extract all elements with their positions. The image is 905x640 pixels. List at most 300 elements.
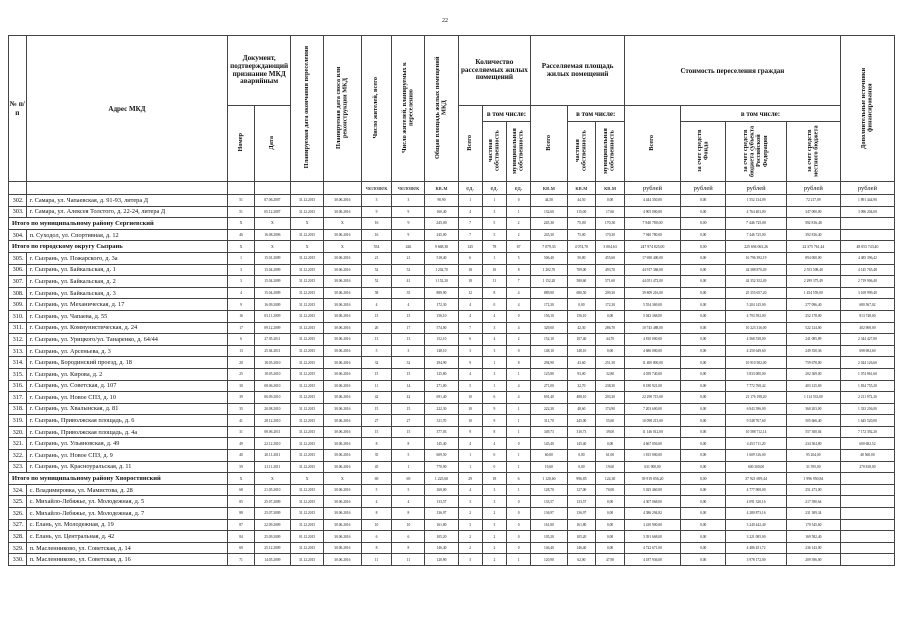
subtotal-row	[9, 218, 895, 230]
value-cell: 31.12.2015	[291, 299, 324, 311]
value-cell: 0,00	[681, 229, 726, 241]
table-row	[9, 206, 895, 218]
value-cell: 41	[392, 276, 425, 288]
header-address: Адрес МКД	[26, 36, 228, 182]
value-cell: 277 096,40	[786, 299, 840, 311]
value-cell: 2 299 375,49	[786, 276, 840, 288]
page-number: 22	[442, 18, 448, 24]
table-row	[9, 276, 895, 288]
value-cell: 170 545,60	[786, 519, 840, 531]
value-cell: 1	[506, 403, 530, 415]
value-cell: 20.11.2011	[254, 450, 290, 462]
value-cell: 6 843 396,00	[726, 403, 787, 415]
value-cell: 5 204 145,00	[726, 299, 787, 311]
value-cell: 31.12.2015	[291, 496, 324, 508]
value-cell: 7 079,33	[531, 241, 567, 253]
value-cell: 39	[228, 392, 254, 404]
value-cell: 4	[482, 438, 506, 450]
value-cell: 10 910 582,00	[726, 357, 787, 369]
table-row	[9, 252, 895, 264]
value-cell: 18	[458, 264, 482, 276]
value-cell: 146,40	[531, 542, 567, 554]
address-cell: г. Сызрань, ул. Ульяновская, д. 49	[26, 438, 228, 450]
value-cell: 9 548 767,60	[726, 415, 787, 427]
header-count-total: Всего	[458, 106, 482, 182]
value-cell: 39 919 056,20	[624, 473, 680, 485]
value-cell: 11 400 000,00	[624, 357, 680, 369]
value-cell: 15	[361, 403, 392, 415]
header-residents-planned: Число жителей, планируемых к переселению	[392, 36, 425, 182]
value-cell: 17,60	[596, 206, 625, 218]
value-cell: 4 187 936,00	[624, 554, 680, 566]
row-number: 326.	[9, 508, 27, 520]
value-cell: 0,00	[681, 195, 726, 207]
value-cell: 286,70	[596, 322, 625, 334]
value-cell: 125,80	[425, 368, 458, 380]
row-number: 325.	[9, 496, 27, 508]
value-cell: 0,00	[681, 461, 726, 473]
value-cell: 30.06.2016	[324, 484, 361, 496]
value-cell: 311,70	[531, 415, 567, 427]
value-cell: 506,40	[531, 252, 567, 264]
address-cell: г. Сызрань, Приволжская площадь, д. 4а	[26, 426, 228, 438]
value-cell: 43,60	[567, 357, 596, 369]
value-cell: 329,00	[531, 322, 567, 334]
value-cell: 0,00	[681, 542, 726, 554]
value-cell: 522 124,00	[786, 322, 840, 334]
value-cell: 19,60	[531, 461, 567, 473]
value-cell: 0,00	[681, 206, 726, 218]
value-cell: 631 900,00	[624, 461, 680, 473]
value-cell: 1 152,20	[531, 276, 567, 288]
value-cell: 2 211 972,20	[840, 392, 894, 404]
value-cell: 31.12.2015	[291, 542, 324, 554]
value-cell: 10	[392, 519, 425, 531]
value-cell: 44,70	[596, 334, 625, 346]
unit-cell: рублей	[624, 182, 680, 195]
table-row	[9, 229, 895, 241]
value-cell: 4 686 000,00	[624, 345, 680, 357]
value-cell: 10 743 488,00	[624, 322, 680, 334]
address-cell: г. Самара, ул. Алексея Толстого, д. 22-24, литера Д	[26, 206, 228, 218]
value-cell: 5 554 369,00	[624, 299, 680, 311]
value-cell: 13	[361, 334, 392, 346]
value-cell: 7	[458, 218, 482, 230]
value-cell: 7 940 780,00	[624, 229, 680, 241]
value-cell: 156,10	[425, 310, 458, 322]
value-cell: 1	[228, 252, 254, 264]
value-cell: 4 777 908,00	[726, 484, 787, 496]
value-cell: 120,90	[425, 554, 458, 566]
value-cell: 145,40	[567, 438, 596, 450]
value-cell: 0,00	[681, 438, 726, 450]
header-resettled-count: Количество расселяемых жилых помещений	[458, 36, 531, 106]
value-cell: 11	[361, 380, 392, 392]
value-cell: 8	[392, 542, 425, 554]
value-cell: 4	[506, 322, 530, 334]
value-cell: 0	[482, 461, 506, 473]
value-cell: 0,00	[681, 299, 726, 311]
row-number: 310.	[9, 310, 27, 322]
value-cell: 22.09.2009	[254, 519, 290, 531]
value-cell: 392 816,40	[786, 229, 840, 241]
value-cell: 30.06.2016	[324, 542, 361, 554]
value-cell: 0,00	[681, 287, 726, 299]
unit-cell: рублей	[726, 182, 787, 195]
header-fund: за счет средств Фонда	[681, 122, 726, 182]
value-cell: 4	[458, 299, 482, 311]
value-cell: 3	[482, 519, 506, 531]
value-cell: 133,57	[425, 496, 458, 508]
value-cell: 30.06.2016	[324, 392, 361, 404]
value-cell: 31.12.2015	[291, 345, 324, 357]
value-cell	[840, 496, 894, 508]
value-cell: 518,40	[425, 252, 458, 264]
value-cell: 392 816,40	[786, 218, 840, 230]
value-cell: 236 143,00	[786, 542, 840, 554]
value-cell: 209,30	[596, 287, 625, 299]
row-number: 329.	[9, 542, 27, 554]
table-row	[9, 531, 895, 543]
value-cell: 35	[361, 450, 392, 462]
value-cell: 42,30	[567, 322, 596, 334]
value-cell: X	[228, 473, 254, 485]
value-cell: 31.12.2015	[291, 195, 324, 207]
row-number: 322.	[9, 450, 27, 462]
unit-cell: человек	[361, 182, 392, 195]
value-cell: 222,30	[531, 403, 567, 415]
value-cell: 2 024 126,60	[840, 357, 894, 369]
unit-cell: рублей	[840, 182, 894, 195]
address-cell: п. Суходол, ул. Спортивная, д. 12	[26, 229, 228, 241]
value-cell: 52	[361, 264, 392, 276]
value-cell: 8	[361, 508, 392, 520]
table-row	[9, 484, 895, 496]
value-cell: 889,90	[531, 287, 567, 299]
value-cell: 30.06.2016	[324, 206, 361, 218]
value-cell: 45	[361, 461, 392, 473]
value-cell: 35	[228, 403, 254, 415]
value-cell: 0,00	[567, 450, 596, 462]
row-number: 318.	[9, 403, 27, 415]
value-cell: 69	[392, 473, 425, 485]
value-cell: 4 307 068,00	[624, 496, 680, 508]
value-cell: 05.12.2007	[254, 206, 290, 218]
value-cell: 15	[361, 426, 392, 438]
value-cell: 698 692,60	[840, 345, 894, 357]
value-cell: 580,60	[567, 276, 596, 288]
value-cell: 27	[392, 415, 425, 427]
value-cell: 3 004,63	[596, 241, 625, 253]
value-cell: 3	[458, 519, 482, 531]
table-body	[9, 195, 895, 566]
value-cell: 31	[228, 426, 254, 438]
value-cell: 1	[506, 484, 530, 496]
value-cell: 2 344 427,80	[840, 334, 894, 346]
value-cell: 20	[361, 322, 392, 334]
address-cell: г. Сызрань, Приволжская площадь, д. 6	[26, 415, 228, 427]
value-cell: 4	[506, 287, 530, 299]
value-cell: 30.06.2016	[324, 426, 361, 438]
value-cell: 136,97	[567, 508, 596, 520]
value-cell: 0,00	[681, 310, 726, 322]
value-cell: 0	[506, 496, 530, 508]
value-cell: 32	[361, 357, 392, 369]
value-cell: 25.12.2009	[254, 542, 290, 554]
value-cell: 15.04.2009	[254, 287, 290, 299]
row-number: 303.	[9, 206, 27, 218]
value-cell: 8 180 921,00	[624, 380, 680, 392]
value-cell: 9	[458, 426, 482, 438]
value-cell: 3 833 000,00	[726, 368, 787, 380]
value-cell: 30.06.2016	[324, 508, 361, 520]
value-cell: 1	[506, 450, 530, 462]
value-cell: 225 694 063,26	[726, 241, 787, 253]
value-cell: 3	[361, 195, 392, 207]
header-doc-number: Номер	[228, 106, 254, 182]
value-cell: 22 290 715,00	[624, 392, 680, 404]
value-cell: 8	[392, 508, 425, 520]
address-cell: г. Сызрань, ул. Новое СПЗ, д. 10	[26, 392, 228, 404]
value-cell: 10 223 316,00	[726, 322, 787, 334]
value-cell: 31.12.2015	[291, 438, 324, 450]
value-cell: 145,40	[425, 438, 458, 450]
value-cell: 30.06.2016	[324, 322, 361, 334]
unit-cell: рублей	[786, 182, 840, 195]
table-row	[9, 392, 895, 404]
value-cell: 20.08.2010	[254, 403, 290, 415]
value-cell: 31.12.2015	[291, 287, 324, 299]
value-cell: 3 169 999,40	[840, 287, 894, 299]
value-cell: 691,40	[425, 392, 458, 404]
row-number: 305.	[9, 252, 27, 264]
value-cell: 30.06.2016	[324, 554, 361, 566]
value-cell: 4	[458, 310, 482, 322]
value-cell: 30.06.2016	[324, 461, 361, 473]
value-cell: 44,50	[567, 195, 596, 207]
address-cell: г. Сызрань, ул. Байкальская, д. 3	[26, 287, 228, 299]
value-cell: 403 125,69	[786, 380, 840, 392]
value-cell: 21	[392, 252, 425, 264]
value-cell: 03.11.2009	[254, 310, 290, 322]
value-cell: 18.05.2010	[254, 357, 290, 369]
value-cell: 0	[482, 450, 506, 462]
header-cost-total: Всего	[624, 106, 680, 182]
unit-cell	[26, 182, 228, 195]
value-cell: 30.06.2016	[324, 531, 361, 543]
header-count-private: частная собственность	[482, 122, 506, 182]
value-cell: X	[254, 473, 290, 485]
value-cell: 72 217,09	[786, 195, 840, 207]
value-cell: 4 667 056,00	[624, 438, 680, 450]
row-number: 312.	[9, 334, 27, 346]
value-cell: 7	[458, 229, 482, 241]
value-cell: 78	[482, 241, 506, 253]
value-cell: 217 390,64	[786, 496, 840, 508]
unit-cell: рублей	[681, 182, 726, 195]
value-cell: 3	[482, 322, 506, 334]
table-row	[9, 426, 895, 438]
value-cell: 0,00	[681, 426, 726, 438]
value-cell: 25	[228, 368, 254, 380]
value-cell: 7 446 725,00	[726, 229, 787, 241]
value-cell: 0,00	[681, 264, 726, 276]
value-cell: 271,00	[531, 380, 567, 392]
value-cell: 0	[506, 531, 530, 543]
value-cell: 4	[392, 299, 425, 311]
value-cell: 2	[482, 542, 506, 554]
header-regional: за счет средств бюджета субъекта Российской Федерации	[726, 122, 787, 182]
value-cell: 61,00	[596, 450, 625, 462]
value-cell: 1	[506, 368, 530, 380]
value-cell: 16	[361, 229, 392, 241]
value-cell: 9	[392, 206, 425, 218]
value-cell: 84	[228, 531, 254, 543]
value-cell: 3	[392, 195, 425, 207]
header-count-including: в том числе:	[482, 106, 530, 122]
value-cell: 28.12.2010	[254, 415, 290, 427]
value-cell: 2	[506, 334, 530, 346]
address-cell: г. Сызрань, Бородинский проезд, д. 18	[26, 357, 228, 369]
value-cell: 40	[228, 450, 254, 462]
value-cell: 2	[482, 508, 506, 520]
table-row	[9, 496, 895, 508]
value-cell: 15	[392, 426, 425, 438]
address-cell: г. Самара, ул. Чапаевская, д. 91-93, литера Д	[26, 195, 228, 207]
value-cell: 311,70	[425, 415, 458, 427]
value-cell: 0,00	[596, 519, 625, 531]
value-cell: 505 666,40	[786, 415, 840, 427]
row-number: 304.	[9, 229, 27, 241]
value-cell: 0,00	[681, 508, 726, 520]
value-cell: 9	[228, 299, 254, 311]
value-cell: 30.06.2016	[324, 345, 361, 357]
value-cell: 0	[506, 519, 530, 531]
header-local: за счет средств местного бюджета	[786, 122, 840, 182]
value-cell: 31.12.2015	[291, 322, 324, 334]
header-doc-date: Дата	[254, 106, 290, 182]
value-cell: 21.11.2011	[254, 461, 290, 473]
value-cell: 161,80	[567, 519, 596, 531]
table-row	[9, 380, 895, 392]
value-cell: 146,40	[425, 542, 458, 554]
value-cell: 6	[361, 531, 392, 543]
value-cell: 16	[228, 310, 254, 322]
value-cell: 148,10	[567, 345, 596, 357]
value-cell: 5	[392, 450, 425, 462]
value-cell: 30.06.2016	[324, 276, 361, 288]
unit-cell	[9, 182, 27, 195]
value-cell: 3	[458, 345, 482, 357]
value-cell: 4 722 671,00	[624, 542, 680, 554]
value-cell: 0	[506, 195, 530, 207]
value-cell: 42	[361, 392, 392, 404]
value-cell: 11	[392, 554, 425, 566]
value-cell	[840, 554, 894, 566]
value-cell: 360 203,00	[786, 403, 840, 415]
value-cell	[840, 218, 894, 230]
value-cell: 59	[228, 461, 254, 473]
value-cell	[840, 542, 894, 554]
value-cell: 0	[506, 438, 530, 450]
value-cell: 1 152,20	[425, 276, 458, 288]
value-cell: 133,57	[531, 496, 567, 508]
table-row	[9, 554, 895, 566]
value-cell: 31.12.2015	[291, 334, 324, 346]
value-cell: 88	[228, 508, 254, 520]
value-cell: 0,00	[596, 195, 625, 207]
unit-cell	[291, 182, 324, 195]
value-cell: 0,00	[596, 508, 625, 520]
value-cell: 1	[458, 461, 482, 473]
value-cell: 294,90	[531, 357, 567, 369]
address-cell: п. Масленниково, ул. Советская, д. 16	[26, 554, 228, 566]
row-number: 321.	[9, 438, 27, 450]
value-cell: 31.12.2015	[291, 264, 324, 276]
subtotal-label: Итого по муниципальному району Сергиевский	[9, 218, 228, 230]
value-cell: 270 818,00	[840, 461, 894, 473]
value-cell: 4 250 649,60	[726, 345, 787, 357]
value-cell: 1 645 520,00	[840, 415, 894, 427]
header-planned-end: Планируемая дата окончания переселения	[291, 36, 324, 182]
value-cell: 3 978 172,00	[726, 554, 787, 566]
value-cell: 09.12.2009	[254, 322, 290, 334]
value-cell: 4	[458, 206, 482, 218]
value-cell: 0,00	[681, 368, 726, 380]
value-cell: 31.12.2015	[291, 392, 324, 404]
value-cell: 31.12.2015	[291, 276, 324, 288]
value-cell	[840, 519, 894, 531]
value-cell: 30.06.2016	[324, 299, 361, 311]
value-cell: 25.07.2009	[254, 496, 290, 508]
value-cell: 44,50	[531, 195, 567, 207]
value-cell: 01.12.2015	[291, 531, 324, 543]
value-cell: 42	[392, 392, 425, 404]
value-cell: 31.12.2015	[291, 229, 324, 241]
value-cell: 31.12.2015	[291, 403, 324, 415]
value-cell: 5	[361, 484, 392, 496]
value-cell: 30.06.2016	[324, 450, 361, 462]
value-cell: 2	[482, 531, 506, 543]
value-cell: 1	[506, 461, 530, 473]
value-cell: 247 974 825,00	[624, 241, 680, 253]
value-cell: 11 146 012,00	[624, 426, 680, 438]
table-row	[9, 322, 895, 334]
value-cell: 2	[506, 218, 530, 230]
address-cell: г. Сызрань, ул. Арсеньева, д. 3	[26, 345, 228, 357]
value-cell: 37 921 699,44	[726, 473, 787, 485]
address-cell: с. Михайло-Лебяжье, ул. Молодежная, д. 5	[26, 496, 228, 508]
value-cell: 30.06.2016	[324, 415, 361, 427]
value-cell: 30.06.2016	[324, 195, 361, 207]
value-cell: X	[291, 473, 324, 485]
header-total-area: Общая площадь жилых помещений МКД	[425, 36, 458, 182]
value-cell: 4	[458, 484, 482, 496]
value-cell: 169 582,40	[786, 531, 840, 543]
value-cell: 3	[228, 264, 254, 276]
row-number: 314.	[9, 357, 27, 369]
value-cell: 10	[482, 264, 506, 276]
unit-cell: человек	[392, 182, 425, 195]
row-number: 319.	[9, 415, 27, 427]
value-cell: 90,90	[425, 195, 458, 207]
value-cell: 1 120,60	[531, 473, 567, 485]
unit-cell	[324, 182, 361, 195]
value-cell: 0,00	[681, 345, 726, 357]
unit-cell: кв.м	[596, 182, 625, 195]
value-cell: 31.12.2015	[291, 357, 324, 369]
address-cell: г. Сызрань, ул. Кирова, д. 2	[26, 368, 228, 380]
